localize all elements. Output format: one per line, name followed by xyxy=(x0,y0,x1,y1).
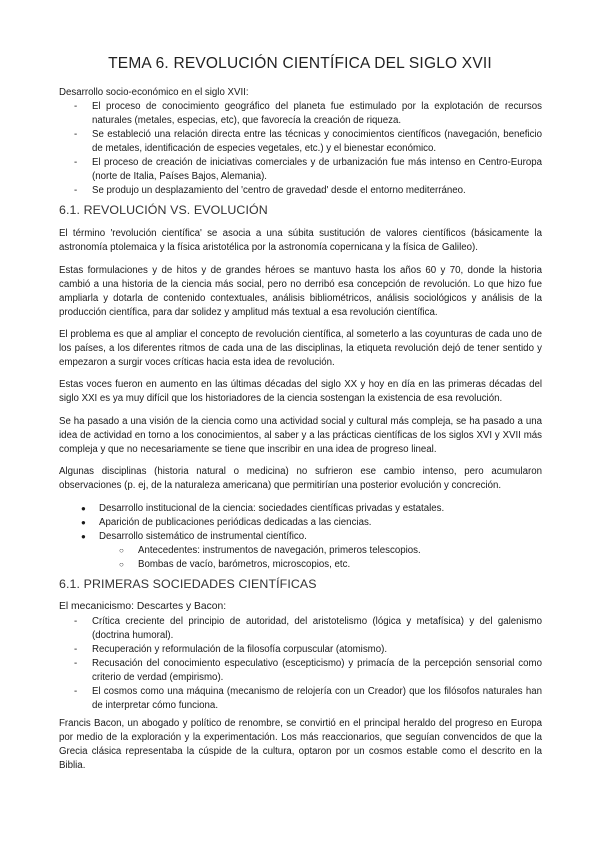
list-item-text: El cosmos como una máquina (mecanismo de relojería con un Creador) que los filósofos naturales han de interpretar cómo funciona. xyxy=(92,686,542,711)
intro-block xyxy=(59,86,542,198)
circle-marker: ○ xyxy=(119,560,124,569)
dash-marker: - xyxy=(74,185,78,196)
dash-marker: - xyxy=(74,644,78,655)
dash-marker: - xyxy=(74,686,78,697)
mechanicism-list xyxy=(59,615,542,713)
intro-heading: Desarrollo socio-económico en el siglo XVII: xyxy=(59,87,249,98)
list-item-text: Aparición de publicaciones periódicas dedicadas a las ciencias. xyxy=(99,517,372,528)
list-item-text: Recusación del conocimiento especulativo (escepticismo) y primacía de la percepción sensorial como criterio de verdad (empirismo). xyxy=(92,658,542,683)
sub-list-item xyxy=(59,558,542,572)
dash-marker: - xyxy=(74,157,78,168)
dash-marker: - xyxy=(74,129,78,140)
sub-list-item-text: Bombas de vacío, barómetros, microscopios, etc. xyxy=(138,559,351,570)
intro-item xyxy=(59,100,542,128)
section-heading: 6.1. PRIMERAS SOCIEDADES CIENTÍFICAS xyxy=(59,577,317,591)
paragraph: Estas formulaciones y de hitos y de grandes héroes se mantuvo hasta los años 60 y 70, donde la historia cambió a una historia de la ciencia más social, pero no derribó esa concepción de revolución. Lo que hizo fue ampliarla y dotarla de contenido contextuales, análisis bibliométricos, análisis sociológicos y análisis de la producción científica, para dar solidez y amplitud más textual a esa revolución científica. xyxy=(59,265,542,318)
list-item xyxy=(59,502,542,516)
list-item xyxy=(59,643,542,657)
bullet-marker: ● xyxy=(81,518,86,527)
list-item xyxy=(59,615,542,643)
intro-item-text: El proceso de conocimiento geográfico del planeta fue estimulado por la explotación de recursos naturales (metales, especias, etc), que favorecía la creación de riqueza. xyxy=(92,101,542,126)
list-item-text: Recuperación y reformulación de la filosofía corpuscular (atomismo). xyxy=(92,644,388,655)
intro-item xyxy=(59,184,542,198)
paragraph: El término 'revolución científica' se asocia a una súbita sustitución de valores científicos (básicamente la astronomía ptolemaica y la física aristotélica por la astronomía copernicana y la física de Galileo). xyxy=(59,228,542,253)
page-title: TEMA 6. REVOLUCIÓN CIENTÍFICA DEL SIGLO XVII xyxy=(108,55,492,72)
list-item xyxy=(59,657,542,685)
dash-marker: - xyxy=(74,101,78,112)
sub-heading: El mecanicismo: Descartes y Bacon: xyxy=(59,601,227,612)
list-item-text: Desarrollo institucional de la ciencia: sociedades científicas privadas y estatales. xyxy=(99,503,445,514)
intro-item-text: Se estableció una relación directa entre las técnicas y conocimientos científicos (navegación, beneficio de metales, identificación de especies vegetales, etc.) y el bienestar económico. xyxy=(92,129,542,154)
list-item xyxy=(59,530,542,544)
bullet-list xyxy=(59,502,542,572)
dash-marker: - xyxy=(74,658,78,669)
intro-item-text: El proceso de creación de iniciativas comerciales y de urbanización fue más intenso en Centro-Europa (norte de Italia, Países Bajos, Alemania). xyxy=(92,157,542,182)
bullet-marker: ● xyxy=(81,532,86,541)
paragraph: El problema es que al ampliar el concepto de revolución científica, al someterlo a las coyunturas de cada uno de los países, a los diferentes ritmos de cada una de las disciplinas, la etiqueta revolución dejó de tener sentido y empezaron a surgir voces críticas hacia esta idea de revolución. xyxy=(59,329,542,368)
section-heading: 6.1. REVOLUCIÓN VS. EVOLUCIÓN xyxy=(59,203,268,217)
bullet-marker: ● xyxy=(81,504,86,513)
dash-marker: - xyxy=(74,616,78,627)
paragraph: Francis Bacon, un abogado y político de renombre, se convirtió en el principal heraldo del progreso en Europa por medio de la exploración y la experimentación. Los más reaccionarios, que seguían convencidos de que la Grecia clásica representaba la cúspide de la cultura, optaron por un cosmos estable como el descrito en la Biblia. xyxy=(59,718,542,771)
list-item xyxy=(59,516,542,530)
paragraph: Estas voces fueron en aumento en las últimas décadas del siglo XX y hoy en día en las primeras décadas del siglo XXI es ya muy difícil que los historiadores de la ciencia sostengan la existencia de esa revolución. xyxy=(59,379,542,404)
circle-marker: ○ xyxy=(119,546,124,555)
list-item xyxy=(59,685,542,713)
sub-list-item xyxy=(59,544,542,558)
intro-item xyxy=(59,156,542,184)
list-item-text: Crítica creciente del principio de autoridad, del aristotelismo (lógica y metafísica) y del galenismo (doctrina humoral). xyxy=(92,616,542,641)
sub-list-item-text: Antecedentes: instrumentos de navegación, primeros telescopios. xyxy=(138,545,421,556)
paragraph: Algunas disciplinas (historia natural o medicina) no sufrieron ese cambio intenso, pero acumularon observaciones (p. ej, de la naturaleza americana) que permitirían una posterior evolución y concreción. xyxy=(59,466,542,491)
intro-item xyxy=(59,128,542,156)
intro-item-text: Se produjo un desplazamiento del 'centro de gravedad' desde el entorno mediterráneo. xyxy=(92,185,466,196)
list-item-text: Desarrollo sistemático de instrumental científico. xyxy=(99,531,307,542)
paragraph: Se ha pasado a una visión de la ciencia como una actividad social y cultural más compleja, se ha pasado a una idea de actividad en torno a los conocimientos, al saber y a las prácticas científicas de los siglos XVI y XVII más compleja y que no necesariamente se tiene que inscribir en una idea de progreso lineal. xyxy=(59,416,542,455)
